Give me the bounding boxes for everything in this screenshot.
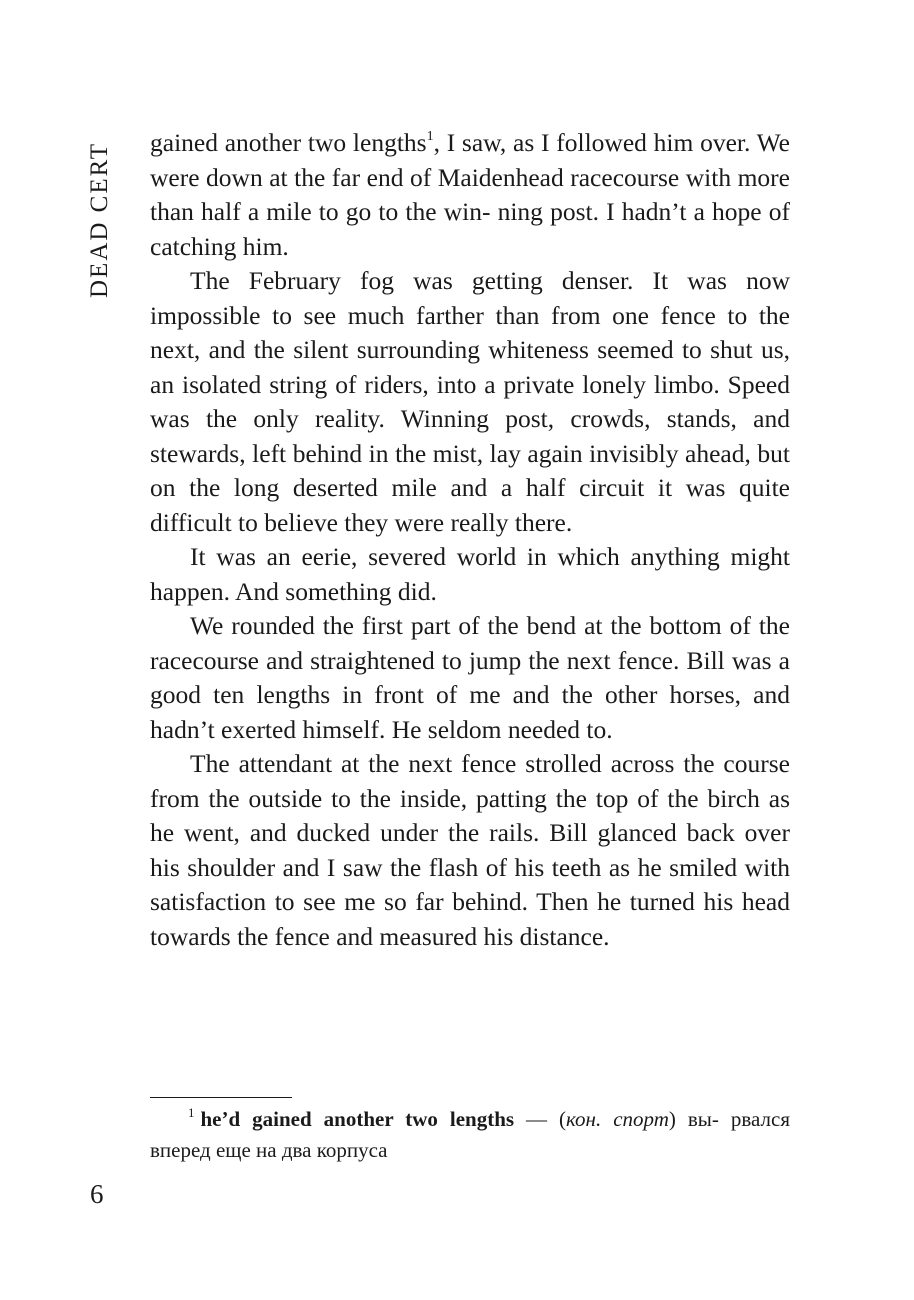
running-head: DEAD CERT [86,141,113,298]
footnote-translation: ) вы- рвался вперед еще на два корпуса [150,1107,790,1162]
paragraph-1-text-start: gained another two lengths [150,128,427,157]
footnote-dash: — ( [514,1107,567,1131]
body-text [150,126,790,954]
page-number: 6 [90,1179,104,1209]
footnote [150,1104,790,1166]
paragraph-3: It was an eerie, severed world in which anything might happen. And something did. [150,542,790,606]
paragraph-1 [150,126,790,264]
paragraph-5: The attendant at the next fence strolled across the course from the outside to the inside, patting the top of the birch as he went, and ducked under the rails. Bill glanced back over his shoulder and I saw the flash of his teeth as he smiled with satisfaction to see me so far behind. Then he turned his head towards the fence and measured his distance. [150,749,790,951]
paragraph-2: The February fog was getting denser. It was now impossible to see much farther than from one fence to the next, and the silent surrounding whiteness seemed to shut us, an isolated string of riders, into a private lonely limbo. Speed was the only reality. Winning post, crowds, stands, and stewards, left behind in the mist, lay again invisibly ahead, but on the long deserted mile and a half circuit it was quite difficult to believe they were really there. [150,266,790,537]
footnote-term: he’d gained another two lengths [200,1107,515,1131]
footnote-mark: 1 [188,1105,195,1120]
paragraph-4: We rounded the first part of the bend at the bottom of the racecourse and straightened to jump the next fence. Bill was a good ten lengths in front of me and the other horses, and hadn’t exerted himself. He seldom needed to. [150,611,790,744]
footnote-divider [150,1097,292,1098]
footnote-abbreviation: кон. спорт [566,1107,669,1131]
footnote-reference: 1 [426,129,434,144]
paragraph-1-text-rest: , I saw, as I followed him over. We were down at the far end of Maidenhead racecourse with more than half a mile to go to the win- ning post. I hadn’t a hope of catching him. [150,128,790,261]
